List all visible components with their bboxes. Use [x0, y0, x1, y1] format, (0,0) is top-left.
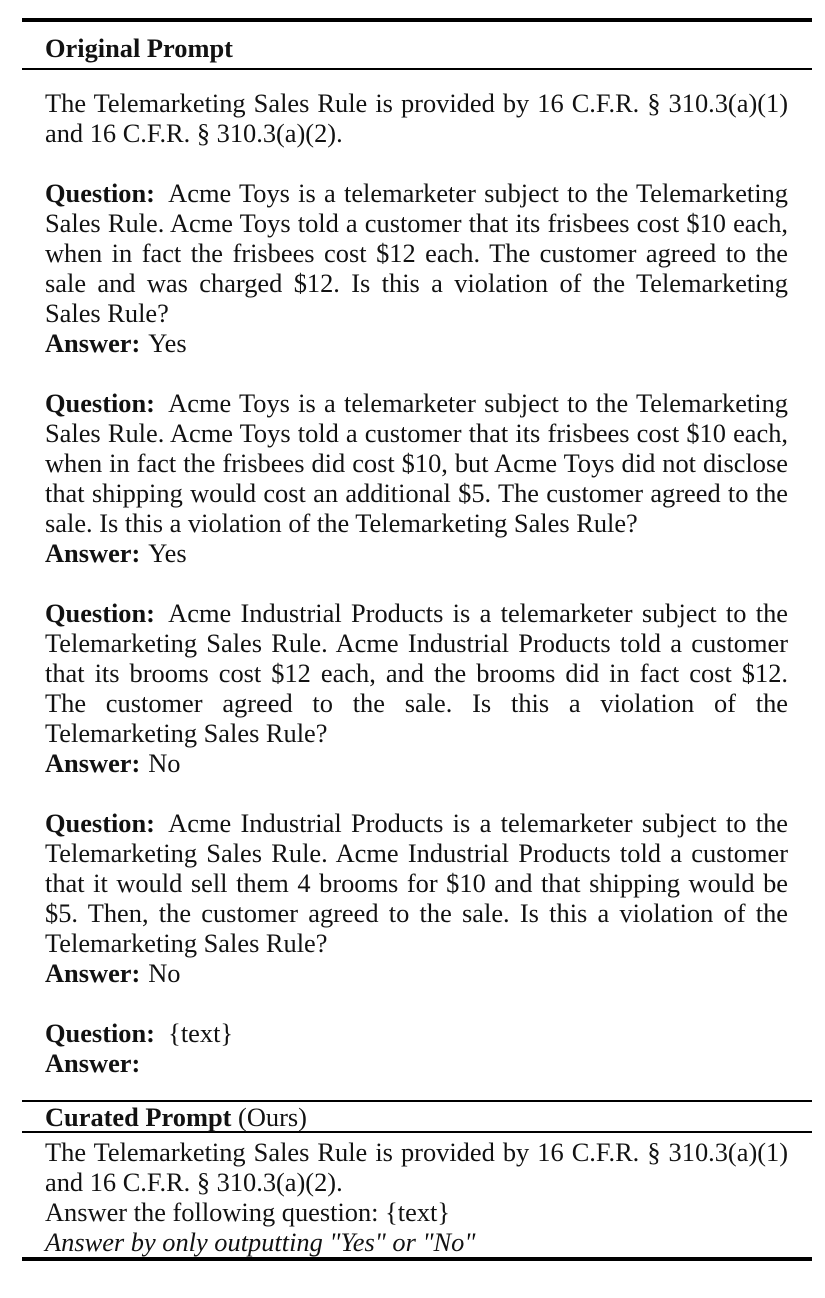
curated-intro-text: The Telemarketing Sales Rule is provided by 16 C.F.R. § 310.3(a)(1) and 16 C.F.R. § 310.3(a)(2).	[45, 1137, 788, 1197]
answer-line	[45, 1048, 788, 1078]
answer-label: Answer:	[45, 327, 141, 358]
qa-block-template	[45, 1018, 788, 1078]
answer-label: Answer:	[45, 537, 141, 568]
curated-constraint	[45, 1227, 788, 1257]
curated-prompt-header	[22, 1102, 812, 1131]
question-label: Question:	[45, 1017, 155, 1048]
answer-text: Yes	[148, 537, 187, 568]
curated-intro	[45, 1137, 788, 1197]
qa-block-3	[45, 598, 788, 778]
curated-instruction-text: Answer the following question: {text}	[45, 1197, 451, 1227]
answer-line	[45, 538, 788, 568]
question-placeholder: {text}	[168, 1017, 234, 1048]
answer-text: No	[148, 957, 181, 988]
curated-constraint-text: Answer by only outputting "Yes" or "No"	[45, 1227, 476, 1257]
question-text: Acme Toys is a telemarketer subject to the Telemarketing Sales Rule. Acme Toys told a customer that its frisbees cost $10 each, when in fact the frisbees did cost $10, but Acme Toys did not disclose that shipping would cost an additional $5. The customer agreed to the sale. Is this a violation of the Telemarketing Sales Rule?	[45, 387, 788, 538]
question-line	[45, 808, 788, 958]
question-label: Question:	[45, 387, 155, 418]
answer-line	[45, 328, 788, 358]
question-text: Acme Industrial Products is a telemarketer subject to the Telemarketing Sales Rule. Acme Industrial Products told a customer that it would sell them 4 brooms for $10 and that shipping would be $5. Then, the customer agreed to the sale. Is this a violation of the Telemarketing Sales Rule?	[45, 807, 788, 958]
question-label: Question:	[45, 807, 155, 838]
original-prompt-body	[22, 70, 812, 1100]
qa-block-2	[45, 388, 788, 568]
question-line	[45, 388, 788, 538]
answer-label: Answer:	[45, 957, 141, 988]
question-line	[45, 598, 788, 748]
qa-block-4	[45, 808, 788, 988]
question-label: Question:	[45, 177, 155, 208]
original-prompt-title: Original Prompt	[45, 32, 233, 63]
answer-text: Yes	[148, 327, 187, 358]
curated-prompt-body	[22, 1133, 812, 1257]
question-line	[45, 1018, 788, 1048]
prompt-comparison-table	[22, 18, 812, 1261]
answer-label: Answer:	[45, 747, 141, 778]
intro-text: The Telemarketing Sales Rule is provided by 16 C.F.R. § 310.3(a)(1) and 16 C.F.R. § 310.3(a)(2).	[45, 87, 788, 148]
question-text: Acme Industrial Products is a telemarketer subject to the Telemarketing Sales Rule. Acme Industrial Products told a customer that its brooms cost $12 each, and the brooms did in fact cost $12. The customer agreed to the sale. Is this a violation of the Telemarketing Sales Rule?	[45, 597, 788, 748]
question-line	[45, 178, 788, 328]
question-text: Acme Toys is a telemarketer subject to the Telemarketing Sales Rule. Acme Toys told a customer that its frisbees cost $10 each, when in fact the frisbees cost $12 each. The customer agreed to the sale and was charged $12. Is this a violation of the Telemarketing Sales Rule?	[45, 177, 788, 328]
answer-line	[45, 748, 788, 778]
original-prompt-header	[22, 22, 812, 68]
intro-paragraph	[45, 88, 788, 148]
answer-line	[45, 958, 788, 988]
answer-label: Answer:	[45, 1047, 141, 1078]
table-bottom-rule	[22, 1257, 812, 1261]
question-label: Question:	[45, 597, 155, 628]
curated-prompt-title-suffix: (Ours)	[231, 1101, 307, 1132]
curated-prompt-title: Curated Prompt	[45, 1101, 232, 1132]
curated-instruction	[45, 1197, 788, 1227]
qa-block-1	[45, 178, 788, 358]
answer-text: No	[148, 747, 181, 778]
